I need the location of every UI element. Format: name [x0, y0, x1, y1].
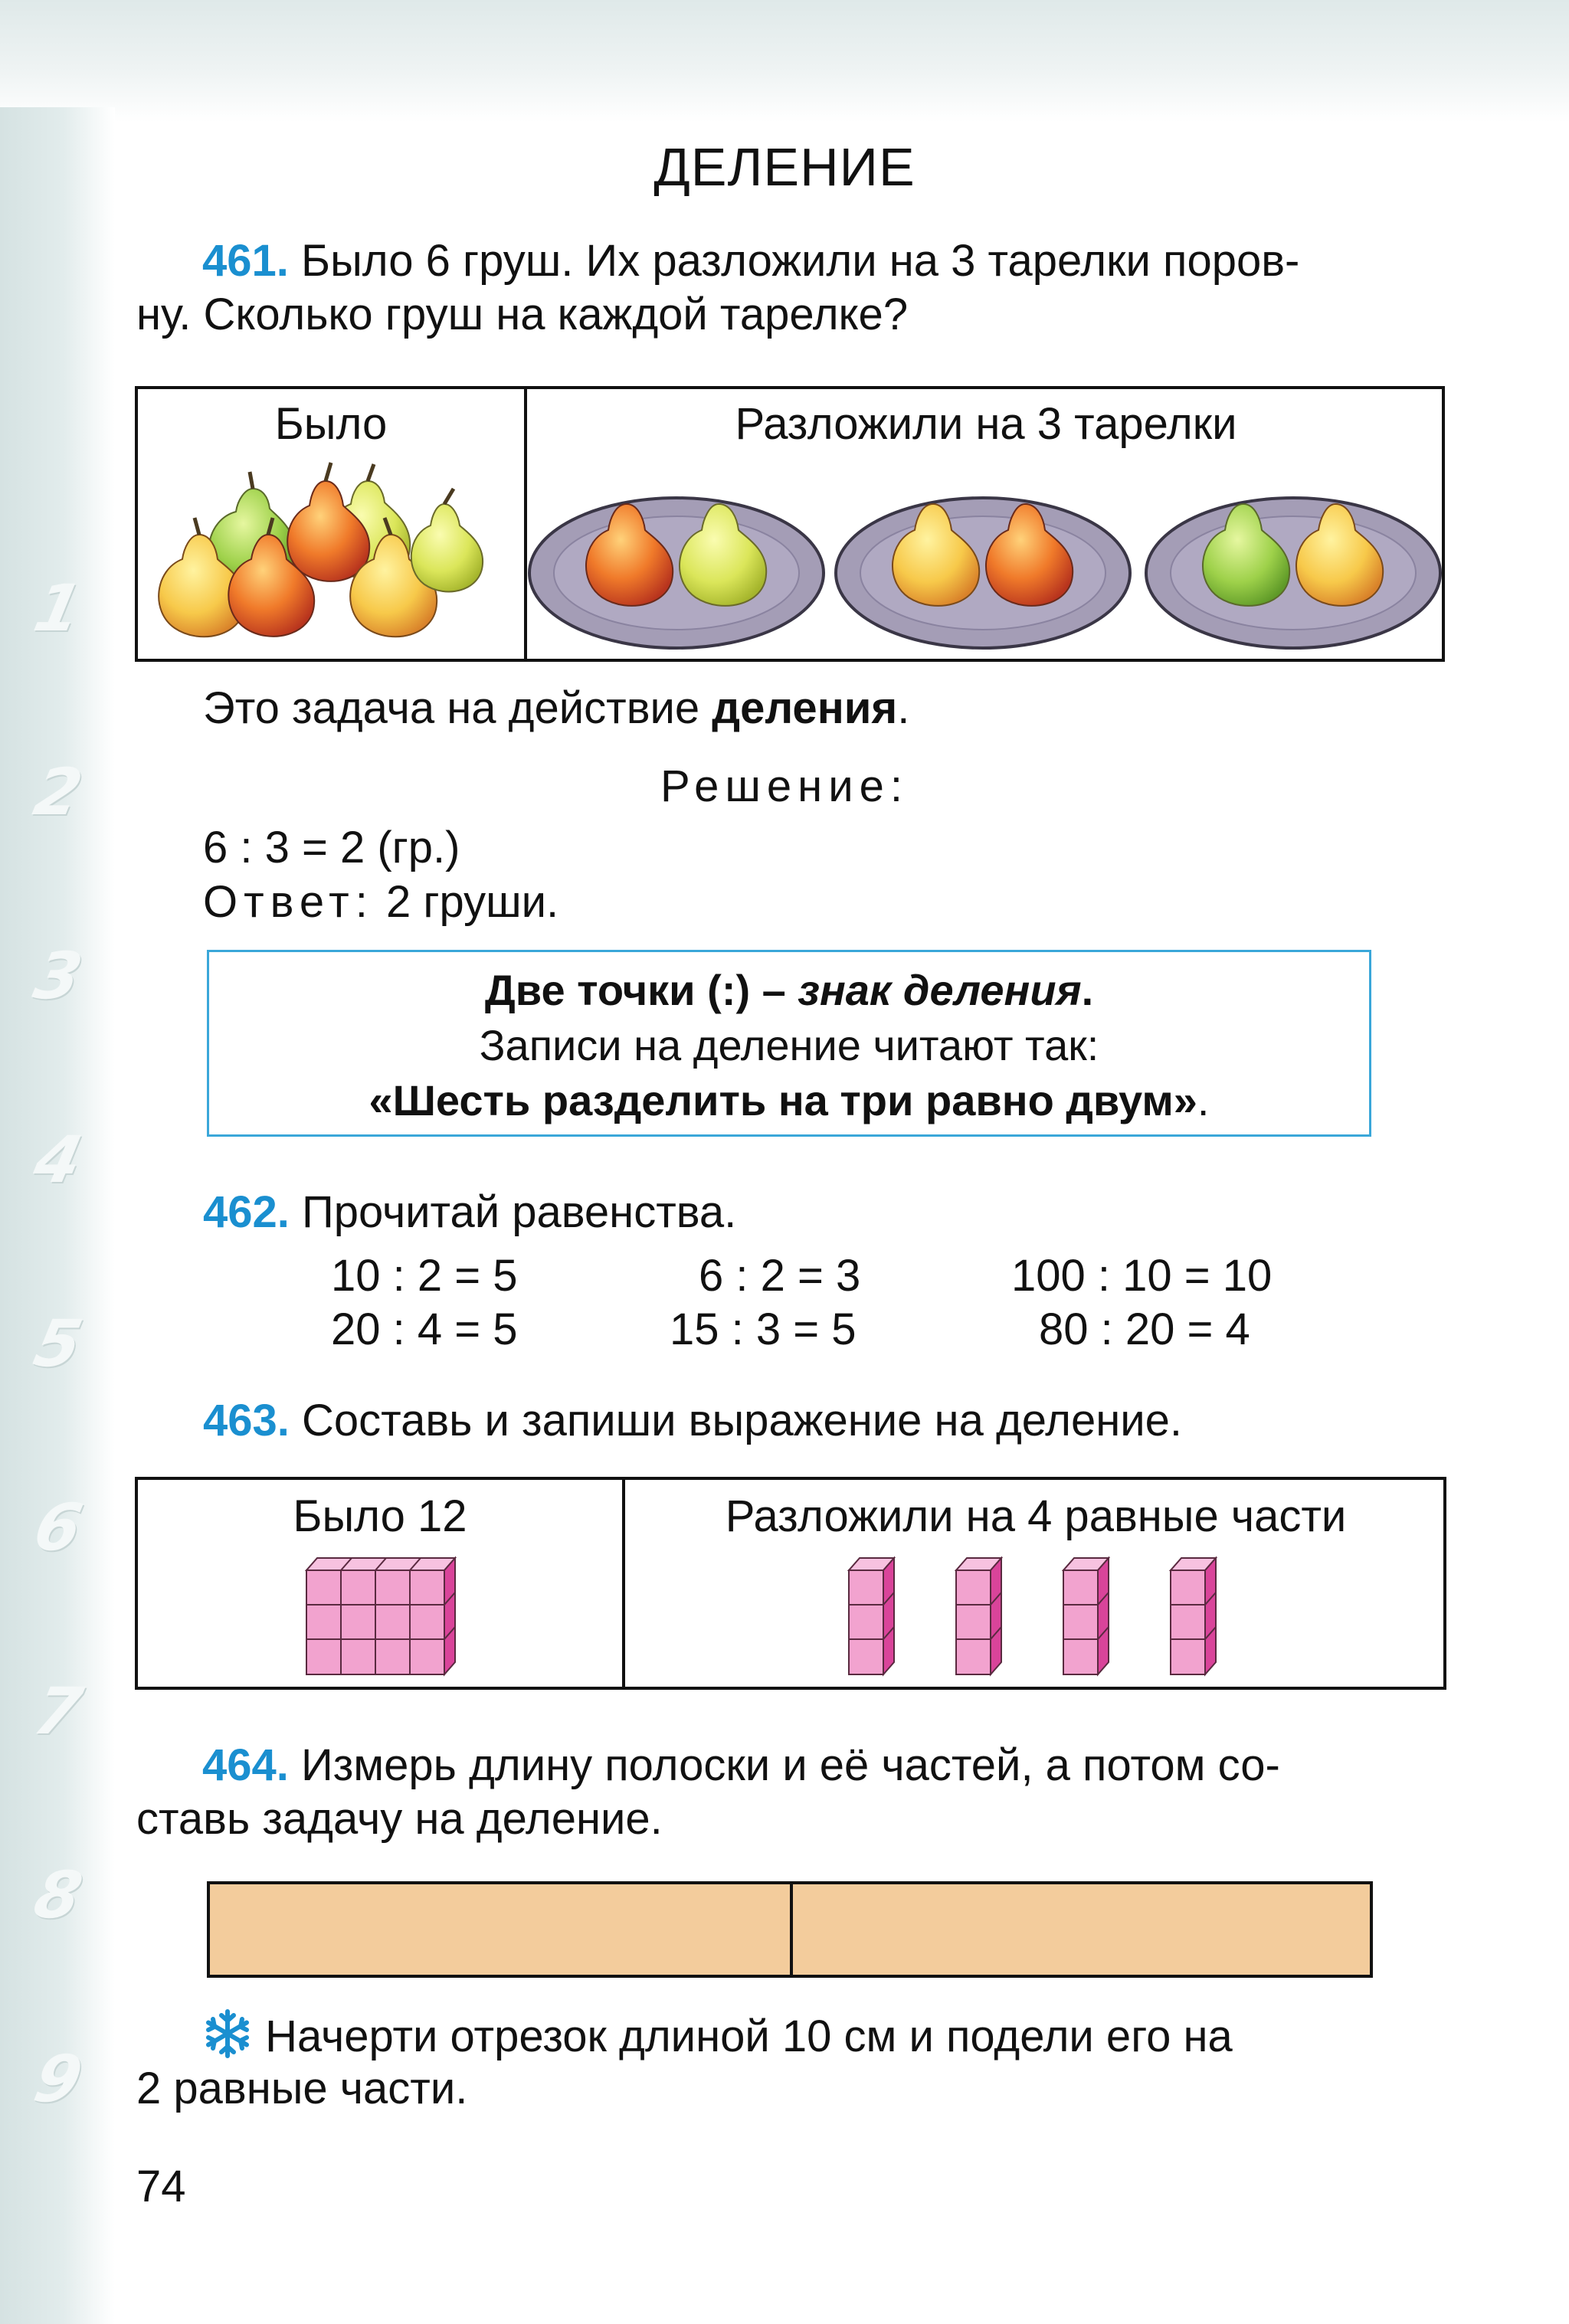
statement-text: Это задача на действие [203, 683, 712, 733]
plate [836, 498, 1130, 648]
side-number: 8 [28, 1858, 89, 1933]
answer-label: Ответ: [203, 877, 374, 927]
ex463-line [203, 1394, 1182, 1448]
ex462-text: Прочитай равенства. [302, 1187, 737, 1237]
cubes-parts-illustration [625, 1549, 1446, 1687]
extra-text-1: Начерти отрезок длиной 10 см и подели его на [265, 2011, 1233, 2061]
pears-col2-header: Разложили на 3 тарелки [735, 399, 1237, 449]
rule-line-2: Записи на деление читают так: [479, 1021, 1099, 1069]
side-number: 1 [28, 571, 89, 646]
side-number: 2 [28, 754, 89, 830]
cubes-col1-header: Было 12 [293, 1491, 467, 1541]
side-number: 4 [28, 1122, 89, 1197]
rule-box [207, 950, 1371, 1137]
side-number: 9 [28, 2041, 89, 2116]
plate [529, 498, 824, 648]
pears-col1-header: Было [274, 399, 388, 449]
rule-bold: Две точки (:) – [484, 966, 798, 1014]
rule-line-3 [209, 1073, 1369, 1128]
ex461-line2: ну. Сколько груш на каждой тарелке? [136, 290, 909, 339]
cubes-12-illustration [138, 1549, 622, 1687]
top-shading [0, 0, 1569, 123]
cube-stack [1063, 1558, 1109, 1674]
page-number: 74 [136, 2162, 186, 2211]
pears-pile-illustration [138, 458, 524, 659]
rule-italic: знак деления [798, 966, 1082, 1014]
pear [287, 463, 369, 581]
extra-line2: 2 равные части. [136, 2064, 468, 2113]
cube-stack [1171, 1558, 1216, 1674]
ex461-number: 461. [202, 236, 289, 286]
ex462-line [203, 1186, 736, 1239]
equation: 20 : 4 = 5 [331, 1304, 518, 1354]
ex461-text-1: Было 6 груш. Их разложили на 3 тарелки поров- [301, 236, 1300, 286]
plate [1146, 498, 1440, 648]
side-number: 5 [28, 1306, 89, 1381]
ex464-text-1: Измерь длину полоски и её частей, а потом со- [301, 1740, 1280, 1790]
cubes-table [135, 1477, 1446, 1690]
side-shading [0, 107, 115, 2324]
equation: 6 : 2 = 3 [699, 1251, 861, 1301]
side-number: 6 [28, 1490, 89, 1565]
rule-end: . [1081, 966, 1094, 1014]
solution-line: 6 : 3 = 2 (гр.) [203, 823, 460, 872]
solution-heading: Решение: [660, 761, 909, 811]
rule-line-1 [209, 963, 1369, 1018]
equation: 100 : 10 = 10 [1011, 1251, 1273, 1301]
snowflake-icon [202, 2008, 253, 2059]
statement-end: . [897, 683, 910, 733]
ex464-line1 [136, 1739, 1443, 1792]
ex463-number: 463. [203, 1396, 290, 1445]
equation: 80 : 20 = 4 [1039, 1304, 1250, 1354]
answer-text: 2 груши. [373, 877, 559, 927]
rule-quote-end: . [1197, 1076, 1210, 1124]
ex461-line1 [136, 234, 1443, 288]
side-number: 7 [28, 1674, 89, 1749]
ex461-statement [203, 682, 909, 735]
extra-line1 [136, 2008, 1443, 2064]
cube-stack [849, 1558, 894, 1674]
answer-line [203, 876, 558, 929]
ex463-text: Составь и запиши выражение на деление. [302, 1396, 1183, 1445]
plates-illustration [527, 458, 1445, 659]
page-title: ДЕЛЕНИЕ [653, 137, 916, 197]
side-number: 3 [28, 938, 89, 1013]
cube-stack [956, 1558, 1001, 1674]
rule-quote: «Шесть разделить на три равно двум» [369, 1076, 1197, 1124]
cubes-col2-header: Разложили на 4 равные части [725, 1491, 1347, 1541]
pears-table [135, 386, 1445, 662]
equation: 15 : 3 = 5 [670, 1304, 857, 1354]
ex464-line2: ставь задачу на деление. [136, 1794, 663, 1844]
strip-divider [790, 1884, 793, 1975]
equation: 10 : 2 = 5 [331, 1251, 518, 1301]
measure-strip [207, 1881, 1373, 1978]
pear [411, 489, 483, 591]
statement-bold: деления [712, 683, 898, 733]
ex464-number: 464. [202, 1740, 289, 1790]
ex462-number: 462. [203, 1187, 290, 1237]
